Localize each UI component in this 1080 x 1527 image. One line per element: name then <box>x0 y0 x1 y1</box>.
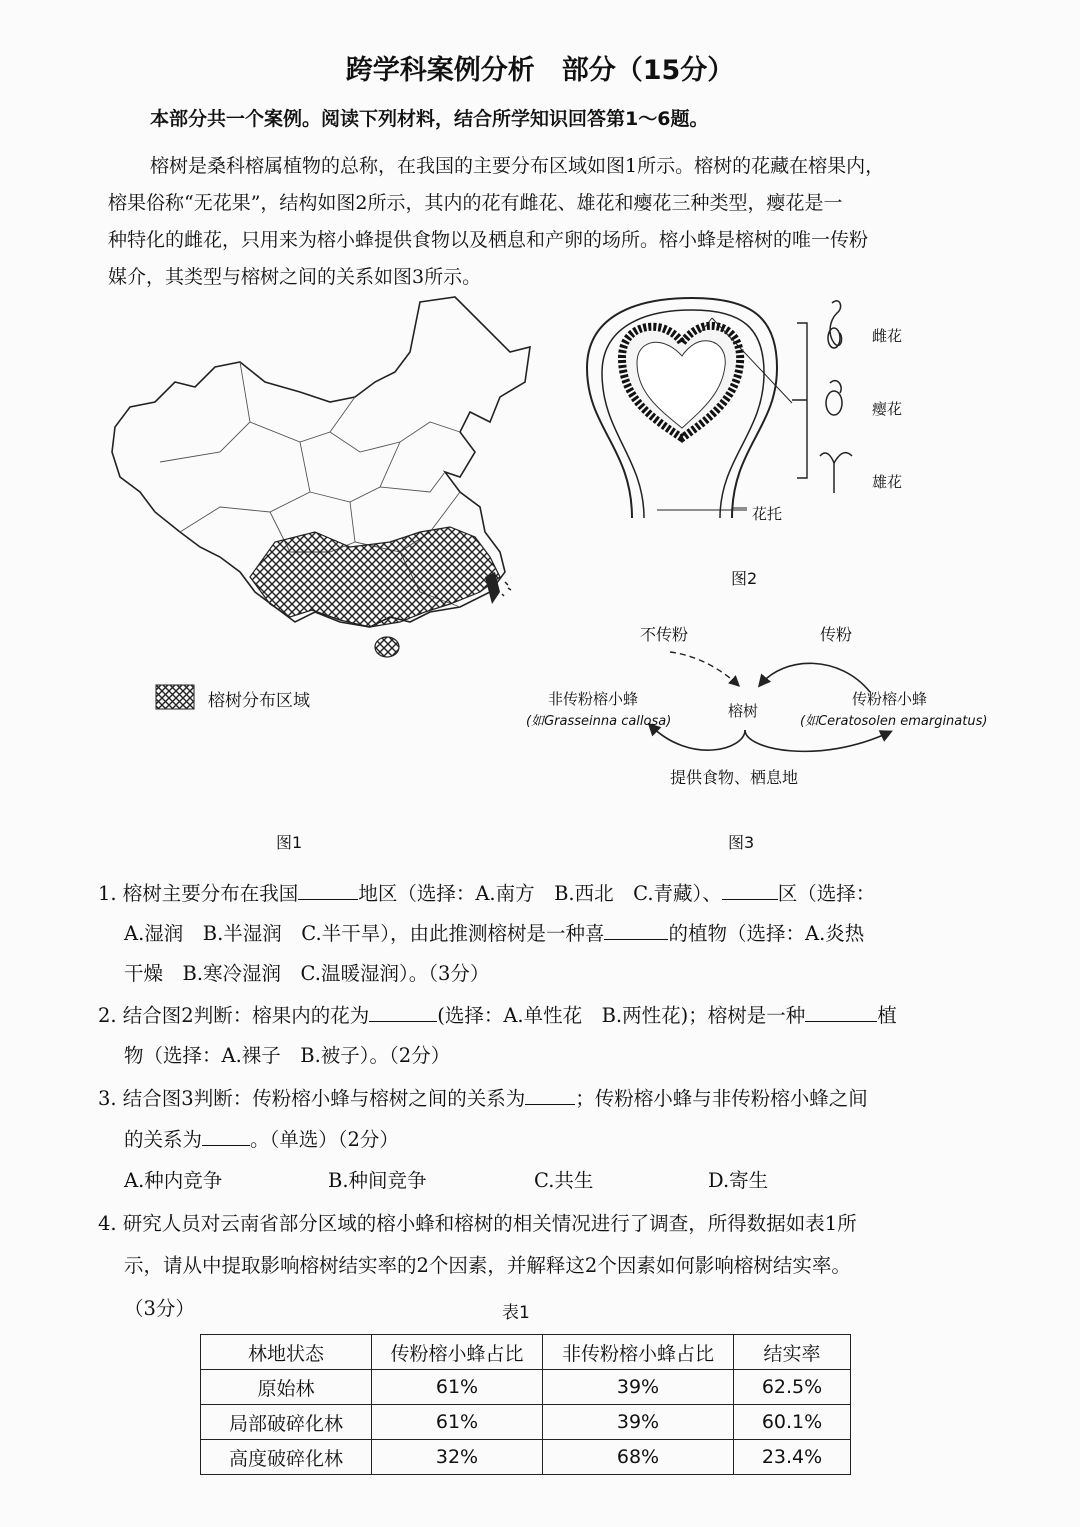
pollinator-wasp-label: 传粉榕小蜂 <box>852 690 928 708</box>
answer-blank[interactable] <box>369 1003 437 1022</box>
non-pollinator-wasp-label: 非传粉榕小蜂 <box>548 690 639 708</box>
table-header-row <box>201 1335 851 1370</box>
gall-flower-label: 瘿花 <box>872 400 903 418</box>
answer-blank[interactable] <box>525 1086 575 1105</box>
option-c: C.共生 <box>534 1169 594 1192</box>
table-header: 传粉榕小蜂占比 <box>372 1335 543 1370</box>
table-row: 局部破碎化林 61% 39% 60.1% <box>201 1405 851 1440</box>
paragraph-line: 媒介，其类型与榕树之间的关系如图3所示。 <box>108 266 482 288</box>
male-flower-icon <box>820 453 852 493</box>
legend-hatch-icon <box>155 684 195 710</box>
paragraph-line: 种特化的雌花，只用来为榕小蜂提供食物以及栖息和产卵的场所。榕小蜂是榕树的唯一传粉 <box>108 229 869 251</box>
fig-structure-diagram <box>582 288 982 528</box>
fig1-caption: 图1 <box>276 833 303 852</box>
fig3-caption: 图3 <box>728 833 755 852</box>
material-paragraph <box>108 148 980 296</box>
answer-blank[interactable] <box>202 1127 250 1146</box>
gall-flower-icon <box>826 381 842 415</box>
data-table <box>200 1334 851 1475</box>
paragraph-line: 榕树是桑科榕属植物的总称，在我国的主要分布区域如图1所示。榕树的花藏在榕果内， <box>150 155 885 177</box>
table-header: 林地状态 <box>201 1335 372 1370</box>
table1-caption: 表1 <box>502 1303 530 1323</box>
female-flower-label: 雌花 <box>872 327 903 345</box>
paragraph-line: 榕果俗称“无花果”，结构如图2所示，其内的花有雌花、雄花和瘿花三种类型，瘿花是一 <box>108 192 843 214</box>
option-a: A.种内竞争 <box>124 1169 223 1192</box>
answer-blank[interactable] <box>604 921 668 940</box>
answer-blank[interactable] <box>722 881 778 900</box>
china-map <box>100 292 540 672</box>
table-header: 非传粉榕小蜂占比 <box>543 1335 734 1370</box>
pollinate-label: 传粉 <box>820 625 853 644</box>
female-flower-icon <box>828 301 842 348</box>
table-row: 原始林 61% 39% 62.5% <box>201 1370 851 1405</box>
table-row: 高度破碎化林 32% 68% 23.4% <box>201 1440 851 1475</box>
table-header: 结实率 <box>734 1335 851 1370</box>
page-title: 跨学科案例分析 部分（15分） <box>345 55 735 86</box>
banyan-node: 榕树 <box>728 702 759 720</box>
provide-food-label: 提供食物、栖息地 <box>670 768 799 787</box>
provide-arrow-right <box>745 730 890 751</box>
option-b: B.种间竞争 <box>328 1169 427 1192</box>
answer-blank[interactable] <box>298 881 358 900</box>
pollinator-sci-name: (如Ceratosolen emarginatus) <box>800 714 988 729</box>
option-d: D.寄生 <box>708 1169 769 1192</box>
no-pollinate-label: 不传粉 <box>640 625 689 644</box>
answer-blank[interactable] <box>805 1003 877 1022</box>
receptacle-label: 花托 <box>752 505 783 523</box>
male-flower-label: 雄花 <box>872 473 903 491</box>
no-pollinate-arrow <box>670 652 738 685</box>
fig2-caption: 图2 <box>731 569 758 588</box>
non-pollinator-sci-name: (如Grasseinna callosa) <box>526 714 672 729</box>
intro-text: 本部分共一个案例。阅读下列材料，结合所学知识回答第1～6题。 <box>150 108 709 130</box>
map-legend-label: 榕树分布区域 <box>208 691 310 711</box>
distribution-region <box>250 527 500 627</box>
